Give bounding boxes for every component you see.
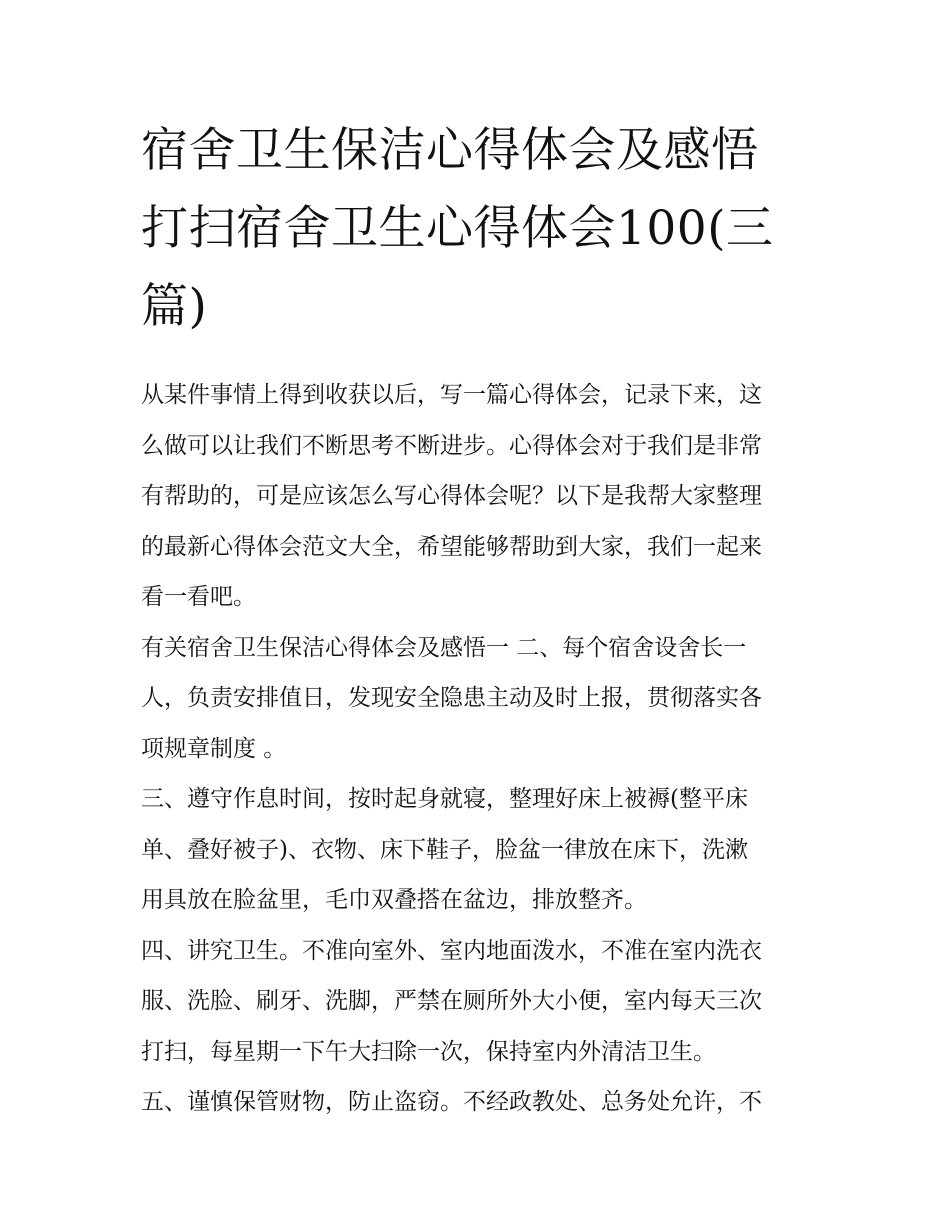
- paragraph-line: 五、谨慎保管财物，防止盗窃。不经政教处、总务处允许，不: [141, 1089, 762, 1115]
- intro-paragraph: [141, 370, 813, 623]
- paragraph-line: 用具放在脸盆里，毛巾双叠搭在盆边，排放整齐。: [141, 887, 647, 913]
- paragraph-line: 看一看吧。: [141, 584, 256, 610]
- document-content: [141, 112, 813, 1128]
- section-paragraph-2: [141, 623, 813, 775]
- title-line-2: 打扫宿舍卫生心得体会100(三: [141, 201, 774, 256]
- paragraph-line: 么做可以让我们不断思考不断进步。心得体会对于我们是非常: [141, 432, 762, 459]
- paragraph-line: 三、遵守作息时间，按时起身就寝，整理好床上被褥(整平床: [141, 786, 748, 812]
- paragraph-line: 从某件事情上得到收获以后，写一篇心得体会，记录下来，这: [141, 382, 762, 408]
- paragraph-line: 有关宿舍卫生保洁心得体会及感悟一 二、每个宿舍设舍长一: [141, 634, 747, 661]
- paragraph-line: 人，负责安排值日，发现安全隐患主动及时上报，贯彻落实各: [141, 685, 762, 711]
- paragraph-line: 服、洗脸、刷牙、洗脚，严禁在厕所外大小便，室内每天三次: [141, 988, 762, 1014]
- section-paragraph-5: [141, 1077, 813, 1128]
- title-line-1: 宿舍卫生保洁心得体会及感悟: [141, 123, 759, 178]
- paragraph-line: 四、讲究卫生。不准向室外、室内地面泼水，不准在室内洗衣: [141, 937, 762, 964]
- paragraph-line: 打扫，每星期一下午大扫除一次，保持室内外清洁卫生。: [141, 1038, 716, 1065]
- paragraph-line: 的最新心得体会范文大全，希望能够帮助到大家，我们一起来: [141, 533, 762, 560]
- title-line-3: 篇): [141, 279, 208, 334]
- paragraph-line: 有帮助的，可是应该怎么写心得体会呢？以下是我帮大家整理: [141, 483, 762, 509]
- section-paragraph-4: [141, 926, 813, 1078]
- paragraph-line: 单、叠好被子)、衣物、床下鞋子，脸盆一律放在床下，洗漱: [141, 836, 748, 863]
- paragraph-line: 项规章制度 。: [141, 735, 287, 762]
- document-title: [141, 112, 813, 346]
- section-paragraph-3: [141, 774, 813, 926]
